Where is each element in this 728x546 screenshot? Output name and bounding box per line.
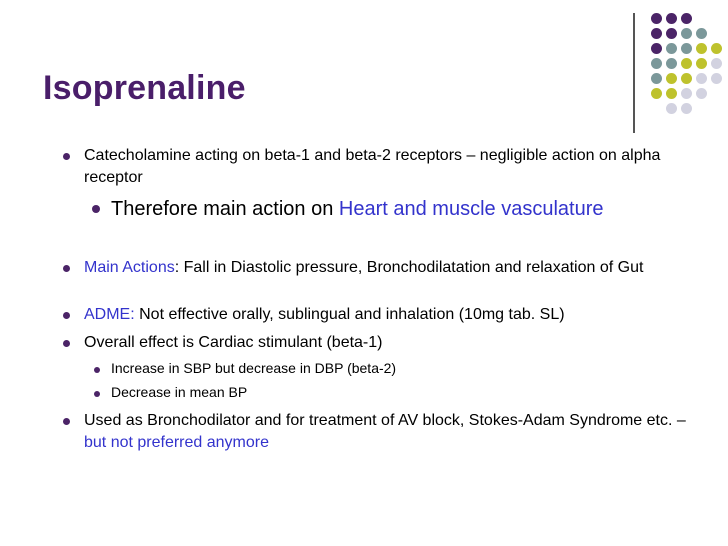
decor-dot — [651, 73, 662, 84]
bullet-bronchodilator — [84, 410, 704, 454]
decor-dot — [666, 73, 677, 84]
decor-dot — [651, 58, 662, 69]
decor-dot — [666, 58, 677, 69]
highlight-label: ADME: — [84, 306, 135, 323]
sub-bullet-icon — [94, 391, 100, 397]
decor-dot — [696, 73, 707, 84]
highlight-text: Heart and muscle vasculature — [338, 198, 604, 220]
slide-title: Isoprenaline — [43, 69, 246, 107]
bullet-text: Not effective orally, sublingual and inhalation (10mg tab. SL) — [134, 306, 565, 323]
decor-dot — [696, 28, 707, 39]
decor-dot — [696, 58, 707, 69]
decor-dot — [681, 58, 692, 69]
decor-dot — [666, 43, 677, 54]
decor-dot — [651, 28, 662, 39]
decor-dot — [711, 43, 722, 54]
sub-bullet-main-action — [111, 196, 611, 222]
sub-bullet-text: Decrease in mean BP — [111, 384, 248, 400]
highlight-label: Main Actions — [84, 259, 175, 276]
bullet-overall-effect — [84, 332, 704, 354]
decor-dot — [681, 43, 692, 54]
decor-dot — [696, 88, 707, 99]
bullet-text: Used as Bronchodilator and for treatment of AV block, Stokes-Adam Syndrome etc. – — [84, 412, 686, 429]
decor-dot — [666, 28, 677, 39]
bullet-text: Catecholamine acting on beta-1 and beta-2 receptors – negligible action on alpha receptor — [84, 147, 661, 186]
bullet-icon — [63, 265, 70, 272]
decor-dot — [681, 28, 692, 39]
decor-dot — [681, 73, 692, 84]
decor-dot — [711, 73, 722, 84]
sub-bullet-mean-bp — [111, 383, 611, 402]
decor-dot — [666, 103, 677, 114]
bullet-icon — [63, 340, 70, 347]
decor-dot — [651, 13, 662, 24]
decor-dot — [651, 43, 662, 54]
decor-dot — [696, 43, 707, 54]
bullet-text: Overall effect is Cardiac stimulant (beta-1) — [84, 334, 383, 351]
decor-dot — [681, 88, 692, 99]
sub-bullet-sbp — [111, 359, 611, 378]
decor-dot — [711, 58, 722, 69]
highlight-text: but not preferred anymore — [84, 434, 269, 451]
bullet-adme — [84, 304, 704, 326]
decor-dot — [666, 13, 677, 24]
vertical-divider — [633, 13, 635, 133]
bullet-catecholamine — [84, 145, 704, 189]
sub-bullet-icon — [94, 367, 100, 373]
decor-dot — [651, 88, 662, 99]
sub-bullet-text: Increase in SBP but decrease in DBP (beta-2) — [111, 360, 397, 376]
bullet-icon — [63, 418, 70, 425]
bullet-text: : Fall in Diastolic pressure, Bronchodilatation and relaxation of Gut — [174, 259, 644, 276]
bullet-icon — [63, 312, 70, 319]
decor-dot — [666, 88, 677, 99]
sub-bullet-text: Therefore main action on — [111, 198, 339, 220]
bullet-main-actions — [84, 257, 704, 279]
sub-bullet-icon — [92, 205, 100, 213]
bullet-icon — [63, 153, 70, 160]
decor-dot — [681, 13, 692, 24]
decor-dot — [681, 103, 692, 114]
